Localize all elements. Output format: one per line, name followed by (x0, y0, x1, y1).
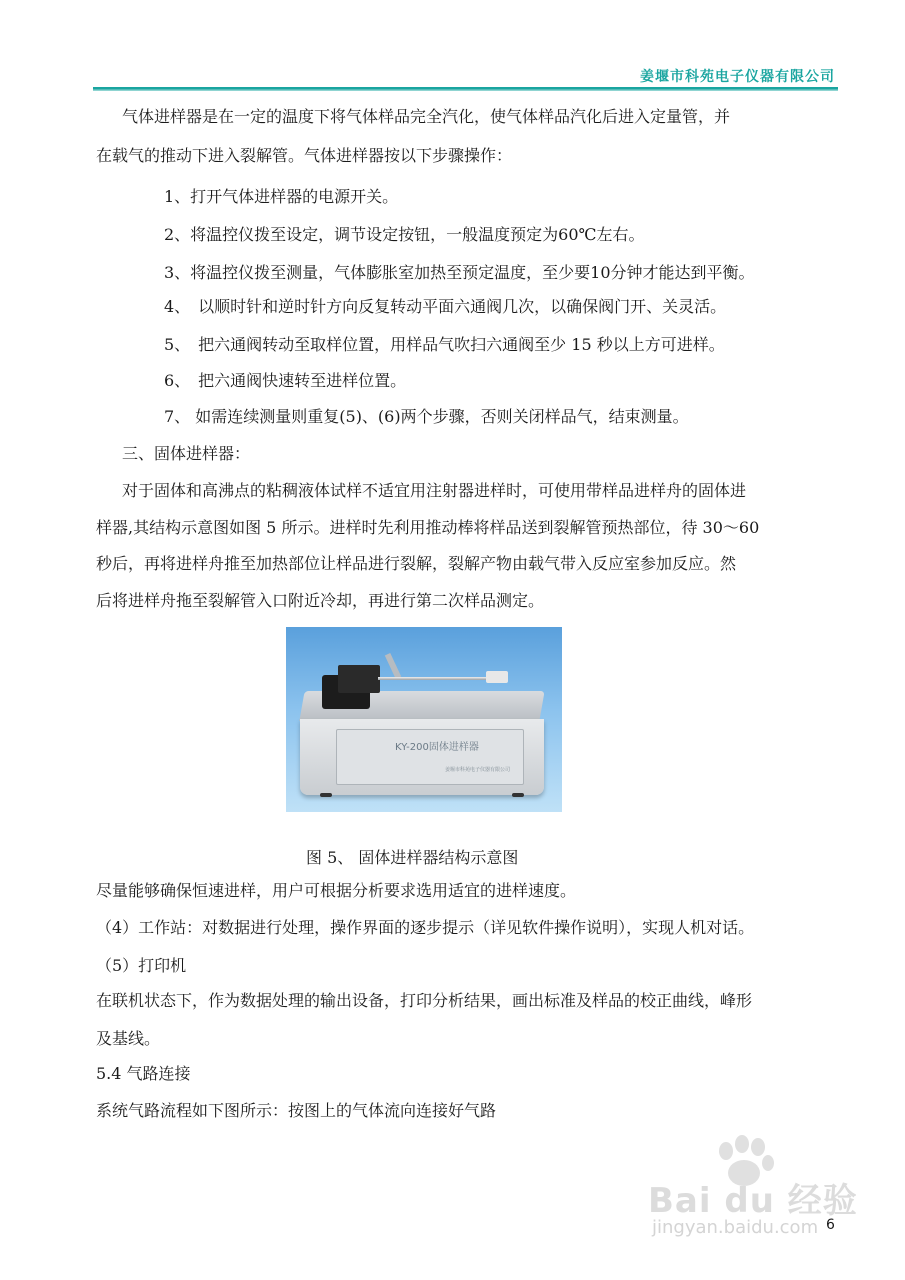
workstation-text: （4）工作站：对数据进行处理，操作界面的逐步提示（详见软件操作说明），实现人机对话。 (96, 918, 755, 937)
watermark-brand: Bai du 经验 (648, 1181, 858, 1221)
push-rod-end (486, 671, 508, 683)
step-7: 7、 如需连续测量则重复(5)、(6)两个步骤，否则关闭样品气，结束测量。 (164, 407, 689, 426)
step-3: 3、将温控仪拨至测量，气体膨胀室加热至预定温度，至少要10分钟才能达到平衡。 (164, 263, 755, 282)
step-6: 6、 把六通阀快速转至进样位置。 (164, 371, 407, 390)
intro-line-1: 气体进样器是在一定的温度下将气体样品完全汽化，使气体样品汽化后进入定量管，并 (122, 107, 731, 126)
figure-photo (286, 627, 562, 812)
watermark-url: jingyan.baidu.com (652, 1217, 819, 1238)
step-4: 4、 以顺时针和逆时针方向反复转动平面六通阀几次，以确保阀门开、关灵活。 (164, 297, 727, 316)
device-panel-title: KY-200固体进样器 (395, 742, 479, 753)
section3-line-3: 秒后，再将进样舟推至加热部位让样品进行裂解，裂解产物由载气带入反应室参加反应。然 (96, 554, 737, 573)
device-foot-left (320, 793, 332, 797)
speed-text: 尽量能够确保恒速进样，用户可根据分析要求选用适宜的进样速度。 (96, 881, 577, 900)
header-company: 姜堰市科苑电子仪器有限公司 (640, 69, 835, 85)
section3-heading: 三、固体进样器： (122, 444, 251, 463)
heater-face (338, 665, 380, 693)
step-1: 1、打开气体进样器的电源开关。 (164, 187, 399, 206)
step-2: 2、将温控仪拨至设定，调节设定按钮，一般温度预定为60℃左右。 (164, 225, 645, 244)
step-5: 5、 把六通阀转动至取样位置，用样品气吹扫六通阀至少 15 秒以上方可进样。 (164, 335, 725, 354)
device-panel-sub: 姜堰市科苑电子仪器有限公司 (445, 767, 511, 773)
push-rod (378, 677, 488, 680)
figure-caption: 图 5、 固体进样器结构示意图 (306, 848, 519, 867)
intro-line-2: 在载气的推动下进入裂解管。气体进样器按以下步骤操作： (96, 146, 513, 165)
printer-line-2: 及基线。 (96, 1029, 161, 1048)
gas-heading: 5.4 气路连接 (96, 1064, 191, 1083)
header-rule (93, 87, 838, 91)
section3-line-1: 对于固体和高沸点的粘稠液体试样不适宜用注射器进样时，可使用带样品进样舟的固体进 (122, 481, 747, 500)
section3-line-4: 后将进样舟拖至裂解管入口附近冷却，再进行第二次样品测定。 (96, 591, 545, 610)
device-panel (336, 729, 524, 785)
section3-line-2: 样器,其结构示意图如图 5 所示。进样时先利用推动棒将样品送到裂解管预热部位，待 30～60 (96, 518, 760, 537)
printer-heading: （5）打印机 (96, 956, 187, 975)
watermark (640, 1135, 870, 1245)
device-foot-right (512, 793, 524, 797)
push-rod-stand (385, 653, 401, 679)
printer-line-1: 在联机状态下，作为数据处理的输出设备，打印分析结果，画出标准及样品的校正曲线，峰形 (96, 991, 753, 1010)
page-number: 6 (826, 1217, 835, 1233)
gas-line: 系统气路流程如下图所示：按图上的气体流向连接好气路 (96, 1101, 497, 1120)
